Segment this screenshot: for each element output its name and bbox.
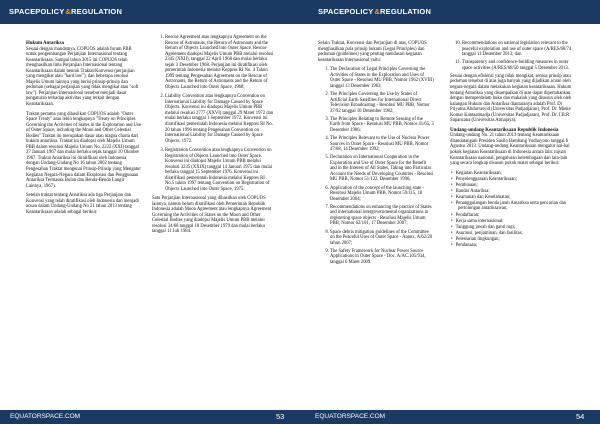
section-heading: Hukum Antariksa bbox=[26, 41, 64, 46]
list-item: • Pendanaan; bbox=[458, 243, 574, 249]
list-item: • Kerja sama internasional; bbox=[458, 219, 574, 225]
paragraph: Undang-undang No. 21 tahun 2013 tentang Keantariksaan ditandatangani Presiden Susilo Bambang Yudhoyono tanggal 6 Agustus 2013. Undang-undang Keantariksaan mengatur hal-hal pokok kegiatan Keantariksaan di Indonesia antara lain: tujuan Keantariksaan nasional, pengaturan kelembagaan dan lain-lain yang secara lengkap disusun pokok mater sebagai berikut: bbox=[450, 133, 570, 167]
list-item: 3. The Principles Relating to Remote Sensing of the Earth from Space - Resolusi MU PBB, Nomor 41/65, 3 Desember 1986; bbox=[330, 117, 434, 134]
list-item: 1. The Declaration of Legal Principles Governing the Activities of States in the Exploration and Uses of Outer Space - Resolusi MU PBB, Nomor 1962 (XVIII) tanggal 13 Desember 1963; bbox=[330, 67, 434, 89]
list-item: 4. The Principles Relevant to the Use of Nuclear Power Sources in Outer Space - Resolusi MU PBB, Nomor 47/68, 14 Desember 1992; bbox=[330, 136, 434, 153]
list-item: • Tanggung jawab dan ganti rugi; bbox=[458, 225, 574, 231]
page-footer bbox=[300, 410, 600, 424]
page-header bbox=[0, 0, 300, 24]
right-column-2 bbox=[450, 41, 574, 249]
left-column-1 bbox=[26, 41, 141, 219]
list-item: 5. Declaration on International Cooperation in the Exploration and Use of Outer Space for the Benefit and in the Interest of All States, Taking into Particular Account the Needs of Developing Countries - Resolusi MU PBB, Nomor 51/122, Desember 1996; bbox=[330, 155, 434, 183]
footer-site-link[interactable]: EQUATORSPACE.COM bbox=[315, 413, 386, 420]
list-item: 2. Liability Convention atau lengkapnya Convention on International Liability for Damage Caused by Space Objects. Konvensi ini diadopsi Majelis Umum PBB melalui resolusi 2777 (XXVI) tanggal 29 Maret 1972 dan mulai berlaku tanggal 1 September 1972. Konvensi ini diratifikasi pemerintah Indonesia melalui Keppres RI No. 20 tahun 1996 tentang Pengesahan Convention on International Liability for Damage Caused by Space Objects, 1972. bbox=[165, 94, 274, 144]
list-item: • Pendaftaran; bbox=[458, 213, 574, 219]
list-item: 6. Application of the concept of the launching state - Resolusi Majelis Umum PBB, Nomor 59/115, 10 Desember 2004; bbox=[330, 186, 434, 203]
list-item: • Pelestarian lingkungan; bbox=[458, 237, 574, 243]
right-page bbox=[300, 0, 600, 424]
page-number: 54 bbox=[576, 412, 585, 421]
list-item: • Pembinaan; bbox=[458, 183, 574, 189]
list-item: 2. The Principles Governing the Use by States of Artificial Earth Satellites for International Direct Television Broadcasting - Resolusi MU PBB, Nomor 37/92 tanggal 10 Desember 1982; bbox=[330, 92, 434, 114]
paragraph: Selain Traktat, Konvensi dan Perjanjian di atas, COPUOS menghasilkan pula prinsip hukum (Legal Principles) dan pedoman (guidelines) yang penting mendasari kegiatan keantariksaan internasional yaitu: bbox=[318, 41, 427, 63]
page-header bbox=[300, 0, 600, 24]
left-column-2 bbox=[152, 35, 274, 239]
paragraph: Traktat pertama yang dihasilkan COPUOS adalah "Outer Space Treaty" atau lebih lengkapnya "Treaty on Principles Governing the Activities of States in the Exploration and Use of Outer Space, including the Moon and Other Celestial Bodies" Traktat ini merupakan dasar atau magna charta dari hukum antariksa. Traktat ini diadopsi oleh Majelis Umum PBB dalam resolusi Majelis Umum No. 2222 (XXI) tanggal 27 Januari 1967 dan mulai berlaku sejak tanggal 10 Oktober 1967. Traktat Antariksa ini diratifikasi oleh Indonesia dengan Undang-Undang No 16 tahun 2002 tentang Pengesahan Traktat mengenai Prinsip-Prinsip yang Mengatur Kegiatan Negara-Negara dalam Eksplorasi dan Penggunaan Antariksa Termasuk Bulan dan Benda-Benda Langit Lainnya, 1967). bbox=[26, 111, 141, 189]
list-item: 10. Recommendations on national legislation relevant to the peaceful exploration and use of outer space (A/RES/68/74 tanggal 11 Desember 2013; dan bbox=[462, 41, 574, 58]
footer-site-link[interactable]: EQUATORSPACE.COM bbox=[10, 413, 81, 420]
brand-logo: SPACEPOLICY&REGULATION bbox=[9, 7, 123, 16]
list-item: 7. Recommendations on enhancing the practice of States and international intergovernmental organizations in registering space objects - Resolusi Majelis Umum PBB, Nomor 62/101, 17 Desember 2007; bbox=[330, 205, 434, 227]
list-item: • Asuransi, penjaminan, dan fasilitas; bbox=[458, 231, 574, 237]
brand-logo: SPACEPOLICY&REGULATION bbox=[318, 7, 432, 16]
paragraph: Sesuai dengan mandatnya, COPUOS adalah forum PBB untuk pengembangan Perjanjian Internasional tentang Keantariksaan. Sampai tahun 2015 ini COPUOS telah menghasilkan lima Perjanjian Internasional tentang Keantariksaan dalam bentuk Traktat/Konvensi (perjanjian yang mengikat atau "hard law"), dan beberapa resolusi Majelis Umum lainnya yang berisi prinsip-prinsip dan pedoman (sebagai perjanjian yang tidak mengikat atau "soft law"). Perjanjian Internasional tersebut menjadi dasar pengaturan terhadap aktivitas yang terkait dengan Keantariksaan. bbox=[26, 46, 139, 108]
list-item: • Bandar Antariksa; bbox=[458, 189, 574, 195]
list-item: 1. Rescue Agreement atau lengkapnya Agreement on the Rescue of Astronauts, the Return of Astronauts and the Return of Objects Launched into Outer Space. Rescue Agreement diadopsi Majelis Umum PBB melalui resolusi 2345 (XXII), tanggal 22 April 1968 dan mulai berlaku sejak 3 Desember 1968. Perjanjian ini diratifikasi oleh pemerintah Indonesia melalui Keppres RI No. 4 Tahun 1999 tentang Pengesahan Agreement on the Rescue of Astronauts, the Return of Astronauts and the Return of Objects Launched into Outer Space, 1968; bbox=[165, 35, 274, 90]
list-item: • Kegiatan Keantariksaan; bbox=[458, 171, 574, 177]
principles-list-continued bbox=[450, 41, 574, 71]
paragraph: Sesuai dengan efisiensi yang tidak mengikat, semua prinsip atau pedoman tersebut di atas juga banyak yang dijadikan acuan oleh negara-negara dalam melakukan kegiatan keantariksaan. Hukum tentang Antariksa yang disampaikan di atas dapat dipertahankan dengan memperdalam buku dan makalah yang disusun oleh oleh kalangan Hukum dan Antariksa diantaranya adalah Prof. Dr Priyatna Abdurrasyid (Universitas Padjadjaran), Prof. Dr. Mieke Komar Kantaatmadja (Universitas Padjadjaran), Prof. Dr. I.B.R Supancana (Universitas Atmajaya). bbox=[450, 73, 572, 124]
page-footer bbox=[0, 410, 300, 424]
right-column-1 bbox=[318, 41, 434, 268]
list-item: 3. Registration Convention atau lengkapnya Convention on Registration of Objects Launched into Outer Space. Konvensi ini diadopsi Majelis Umum PBB melalui resolusi 3235 (XXIX) tanggal 14 Januari 1975 dan mulai berlaku tanggal 15 September 1976. Konvensi ini diratifikasi pemerintah Indonesia melalui Keppres RI No.5 tahun 1997 tentang Convention on Registration of Objects Launched into Outer Space, 1975. bbox=[165, 148, 274, 192]
page-number: 53 bbox=[276, 412, 285, 421]
section-heading: Undang-undang Keantariksaan Republik Indonesia bbox=[450, 127, 559, 133]
list-item: 9. The Safety Framework for Nuclear Power Source Applications in Outer Space - Doc. A/AC.105/934, tanggal 6 Maret 2009. bbox=[330, 249, 434, 266]
principles-list bbox=[318, 67, 434, 265]
list-item: 11. Transparency and confidence-building measures in outer space activities (A/RES/68/50 tanggal 5 Desember 2013. bbox=[462, 60, 574, 71]
paragraph: Setelah traktat tentang Antariksa ada tiga Perjanjian dan Konvensi yang telah diratifikasi oleh Indonesia dan menjadi acuan dalam Undang-Undang No 21 tahun 2013 tentang Keantariksaan adalah sebagai berikut: bbox=[26, 193, 139, 215]
bullet-list bbox=[450, 171, 574, 249]
list-item: • Keamanan dan Keselamatan; bbox=[458, 195, 574, 201]
list-item: • Penanggulangan benda jatuh Antariksa serta pencarian dan pertolongan antariksawan; bbox=[458, 201, 574, 212]
treaty-list bbox=[152, 35, 274, 192]
list-item: 8. Space debris mitigation guidelines of the Committee on the Peaceful Uses of Outer Space - Annex, A/62/20 tahun 2007; bbox=[330, 230, 434, 247]
paragraph: Satu Perjanjian Internasional yang dihasilkan oleh COPUOS lainnya, namun belum diratifikasi oleh Pemerintah Republik Indonesia adalah Moon Agreement atau lengkapnya Agreement Governing the Activities of States on the Moon and Other Celestial Bodies yang diadopsi Majelis Umum PBB melalui resolusi 34/68 tanggal 18 Desember 1979 dan mulai berlaku tanggal 11 Juli 1984. bbox=[152, 196, 272, 235]
list-item: • Penyelenggaraan Keantariksaan; bbox=[458, 177, 574, 183]
